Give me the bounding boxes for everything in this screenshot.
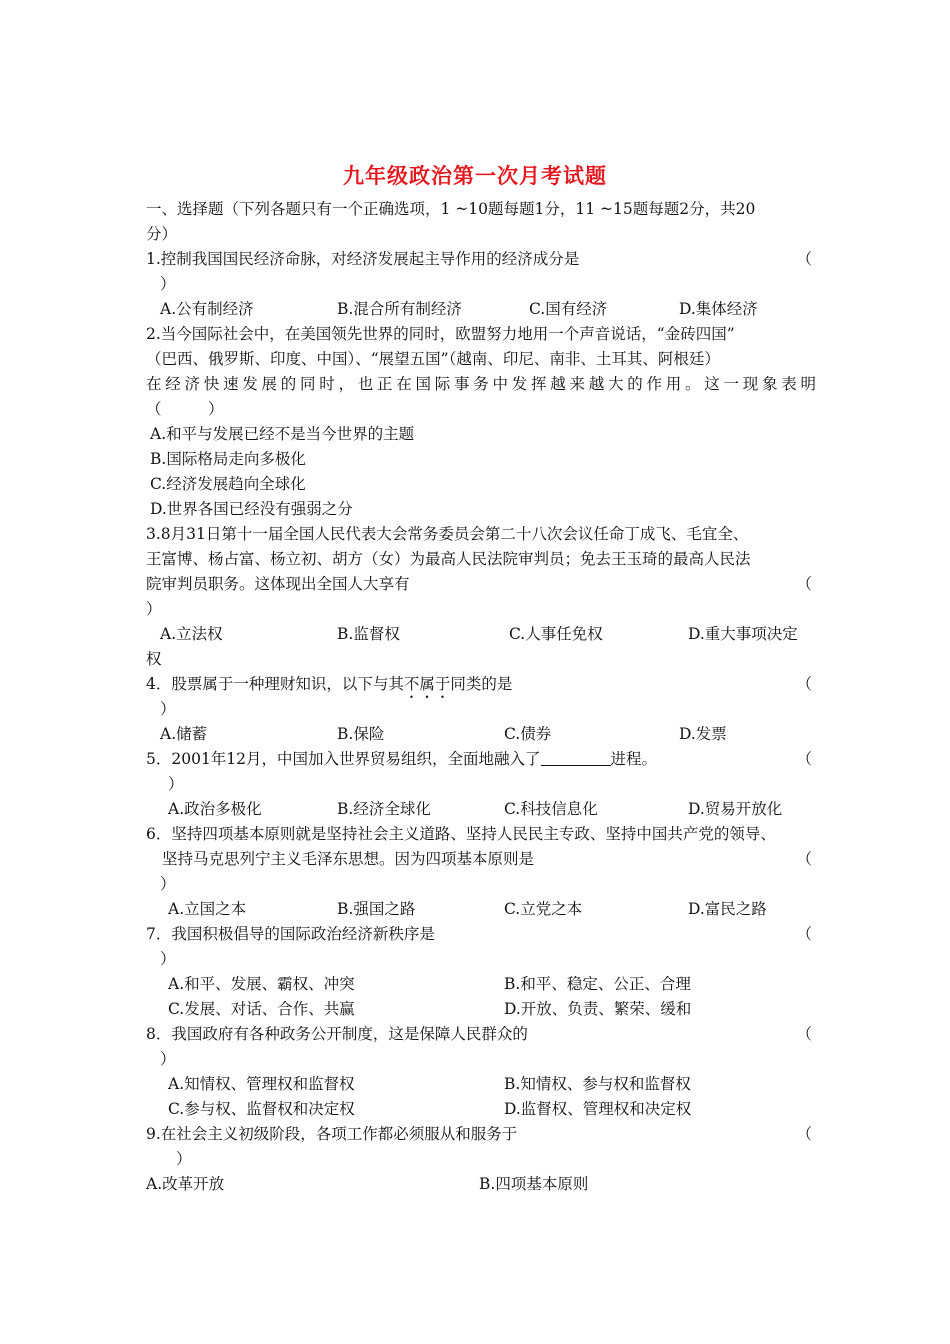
q2-stem-line1: 2.当今国际社会中，在美国领先世界的同时，欧盟努力地用一个声音说话，“金砖四国” [146, 325, 735, 343]
q6-paren-close: ） [160, 875, 176, 893]
q2-stem-line2: （巴西、俄罗斯、印度、中国）、“展望五国”（越南、印尼、南非、土耳其、阿根廷） [146, 350, 720, 368]
q3-stem-line1: 3.8月31日第十一届全国人民代表大会常务委员会第二十八次会议任命丁成飞、毛宜全、 [146, 525, 749, 543]
q6-option-a: A.立国之本 [168, 900, 247, 918]
q3-option-c: C.人事任免权 [509, 625, 603, 643]
q9-paren-close: ） [176, 1150, 192, 1168]
q3-paren-open: （ [796, 575, 812, 593]
q4-option-c: C.债券 [504, 725, 552, 743]
q5-paren-open: （ [796, 750, 812, 768]
q1-option-b: B.混合所有制经济 [337, 300, 462, 318]
q2-option-b: B.国际格局走向多极化 [150, 450, 306, 468]
q3-option-d: D.重大事项决定 [688, 625, 798, 643]
q5-option-b: B.经济全球化 [337, 800, 431, 818]
q8-stem: 8．我国政府有各种政务公开制度，这是保障人民群众的 [146, 1025, 528, 1043]
q1-paren-open: （ [796, 250, 812, 268]
q5-paren-close: ） [168, 775, 184, 793]
section-header-line2: 分） [146, 225, 178, 243]
q4-option-b: B.保险 [337, 725, 385, 743]
q4-option-a: A.储蓄 [160, 725, 208, 743]
q2-option-d: D.世界各国已经没有强弱之分 [150, 500, 353, 518]
q5-option-c: C.科技信息化 [504, 800, 598, 818]
q8-paren-close: ） [160, 1050, 176, 1068]
q1-paren-close: ） [160, 275, 176, 293]
q1-option-c: C.国有经济 [529, 300, 608, 318]
q2-option-c: C.经济发展趋向全球化 [150, 475, 306, 493]
q3-option-d-wrap: 权 [146, 650, 162, 668]
q7-paren-open: （ [796, 925, 812, 943]
q2-answer-paren: （ ） [146, 400, 224, 418]
q5-stem [146, 747, 816, 772]
q5-stem-part1: 5．2001年12月，中国加入世界贸易组织，全面地融入了 [146, 750, 541, 768]
q3-option-a: A.立法权 [160, 625, 223, 643]
q1-stem: 1.控制我国国民经济命脉，对经济发展起主导作用的经济成分是 [146, 250, 580, 268]
q6-option-b: B.强国之路 [337, 900, 416, 918]
q7-option-d: D.开放、负责、繁荣、缓和 [504, 1000, 692, 1018]
q4-option-d: D.发票 [679, 725, 727, 743]
q9-option-b: B.四项基本原则 [479, 1175, 589, 1193]
q4-stem [146, 672, 816, 702]
q6-option-c: C.立党之本 [504, 900, 583, 918]
q5-option-a: A.政治多极化 [168, 800, 262, 818]
q7-option-a: A.和平、发展、霸权、冲突 [168, 975, 355, 993]
q3-stem-line3: 院审判员职务。这体现出全国人大享有 [146, 575, 410, 593]
q7-option-c: C.发展、对话、合作、共赢 [168, 1000, 355, 1018]
q6-option-d: D.富民之路 [688, 900, 767, 918]
q2-stem-line3: 在经济快速发展的同时，也正在国际事务中发挥越来越大的作用。这一现象表明 [146, 375, 816, 393]
q7-stem: 7．我国积极倡导的国际政治经济新秩序是 [146, 925, 435, 943]
q6-stem-line1: 6．坚持四项基本原则就是坚持社会主义道路、坚持人民民主专政、坚持中国共产党的领导、 [146, 825, 776, 843]
q9-stem: 9.在社会主义初级阶段，各项工作都必须服从和服务于 [146, 1125, 518, 1143]
q4-stem-part3: 同类的是 [450, 675, 513, 693]
q4-stem-emphasis: 不属于 [403, 675, 451, 693]
q1-option-a: A.公有制经济 [160, 300, 254, 318]
q8-option-b: B.知情权、参与权和监督权 [504, 1075, 691, 1093]
q7-option-b: B.和平、稳定、公正、合理 [504, 975, 691, 993]
q8-option-c: C.参与权、监督权和决定权 [168, 1100, 355, 1118]
q5-fill-blank [541, 749, 611, 766]
q8-option-a: A.知情权、管理权和监督权 [168, 1075, 355, 1093]
q6-stem-line2: 坚持马克思列宁主义毛泽东思想。因为四项基本原则是 [162, 850, 535, 868]
q4-paren-close: ） [160, 700, 176, 718]
section-header-line1: 一、选择题（下列各题只有一个正确选项，1 ~10题每题1分，11 ~15题每题2分，共20 [146, 200, 756, 218]
q2-option-a: A.和平与发展已经不是当今世界的主题 [150, 425, 415, 443]
exam-title: 九年级政治第一次月考试题 [343, 163, 607, 188]
q8-paren-open: （ [796, 1025, 812, 1043]
q4-paren-open: （ [796, 675, 812, 693]
q1-option-d: D.集体经济 [679, 300, 758, 318]
q5-stem-part2: 进程。 [610, 750, 658, 768]
q9-paren-open: （ [796, 1125, 812, 1143]
q3-stem-line2: 王富博、杨占富、杨立初、胡方（女）为最高人民法院审判员；免去王玉琦的最高人民法 [146, 550, 751, 568]
q7-paren-close: ） [160, 950, 176, 968]
q9-option-a: A.改革开放 [146, 1175, 225, 1193]
q3-option-b: B.监督权 [337, 625, 400, 643]
q4-stem-part1: 4．股票属于一种理财知识，以下与其 [146, 675, 404, 693]
q3-paren-close: ） [146, 600, 162, 618]
q5-option-d: D.贸易开放化 [688, 800, 783, 818]
q8-option-d: D.监督权、管理权和决定权 [504, 1100, 692, 1118]
q6-paren-open: （ [796, 850, 812, 868]
